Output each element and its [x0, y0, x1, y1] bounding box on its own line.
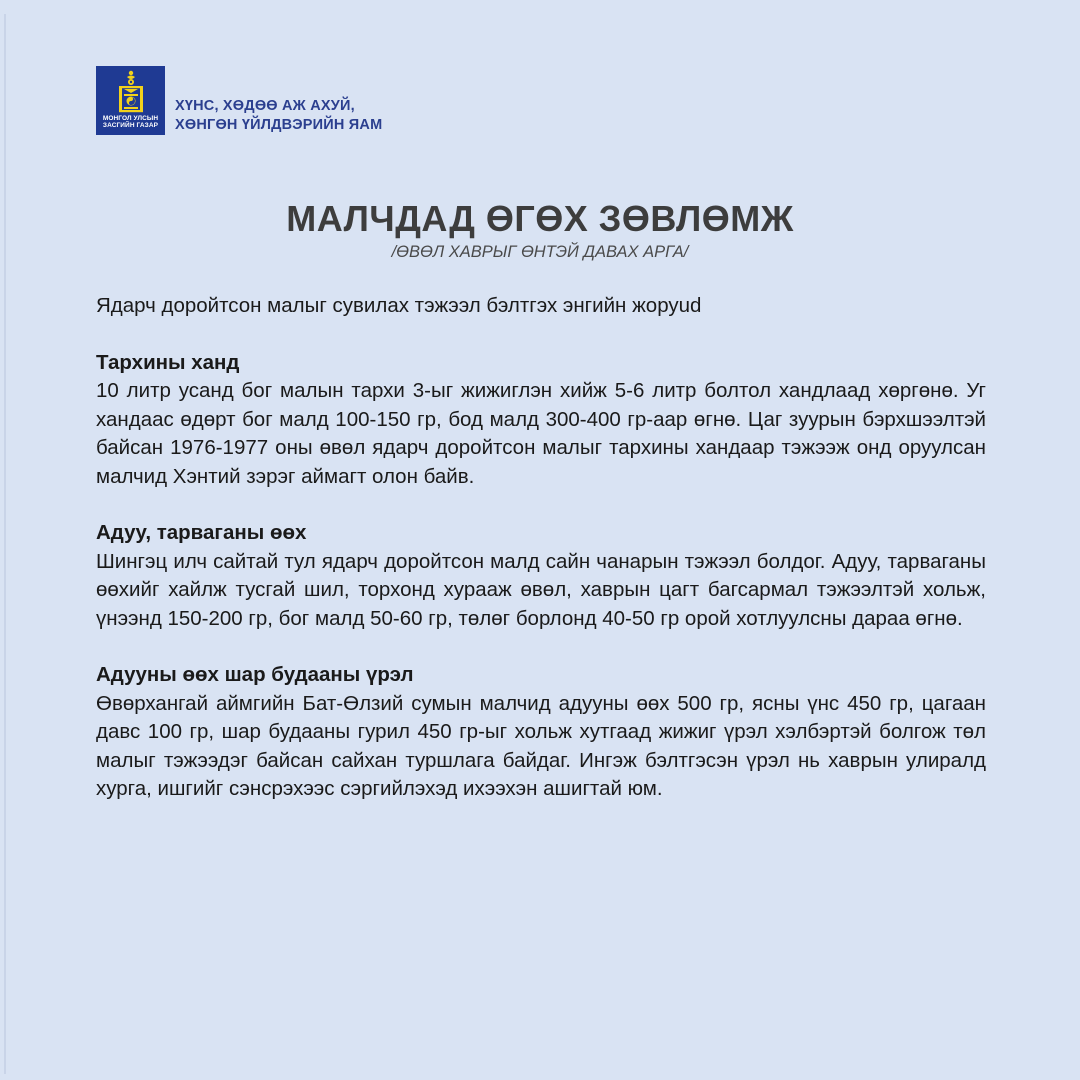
logo-caption — [103, 115, 158, 129]
section-heading: Адууны өөх шар будааны үрэл — [96, 663, 414, 686]
ministry-name-line2: ХӨНГӨН ҮЙЛДВЭРИЙН ЯАМ — [175, 117, 383, 133]
section-horse-marmot-fat — [96, 519, 986, 633]
section-brain-extract — [96, 349, 986, 492]
header — [96, 66, 382, 135]
page-title: МАЛЧДАД ӨГӨХ ЗӨВЛӨМЖ — [286, 198, 794, 239]
section-heading: Адуу, тарваганы өөх — [96, 521, 307, 544]
frame-line — [4, 14, 6, 1074]
content — [96, 292, 986, 832]
soyombo-emblem-icon — [116, 70, 146, 114]
section-fat-millet-pellet — [96, 661, 986, 804]
ministry-name-line1: ХҮНС, ХӨДӨӨ АЖ АХУЙ, — [175, 98, 355, 114]
ministry-name — [175, 97, 382, 135]
section-body: Шингэц илч сайтай тул ядарч доройтсон малд сайн чанарын тэжээл болдог. Адуу, тарваганы өөхийг хайлж тусгай шил, торхонд хурааж өвөл, хаврын цагт багсармал тэжээлтэй хольж, үнээнд 150-200 гр, бог малд 50-60 гр, төлөг борлонд 40-50 гр орой хотлуулсны дараа өгнө. — [96, 549, 986, 630]
page-subtitle: /ӨВӨЛ ХАВРЫГ ӨНТЭЙ ДАВАХ АРГА/ — [391, 243, 689, 261]
section-body: Өвөрхангай аймгийн Бат-Өлзий сумын малчид адууны өөх 500 гр, ясны үнс 450 гр, цагаан давс 100 гр, шар будааны гурил 450 гр-ыг хольж хутгаад жижиг үрэл хэлбэртэй болгож төл малыг тэжээдэг байсан сайхан туршлага байдаг. Ингэж бэлтгэсэн үрэл нь хаврын улиралд хурга, ишгийг сэнсрэхээс сэргийлэхэд ихээхэн ашигтай юм. — [96, 691, 986, 800]
logo-caption-line1: МОНГОЛ УЛСЫН — [102, 115, 159, 122]
government-logo — [96, 66, 165, 135]
logo-caption-line2: ЗАСГИЙН ГАЗАР — [102, 122, 159, 129]
section-body: 10 литр усанд бог малын тархи 3-ыг жижиглэн хийж 5-6 литр болтол хандлаад хөргөнө. Уг хандаас өдөрт бог малд 100-150 гр, бод малд 300-400 гр-аар өгнө. Цаг зуурын бэрхшээлтэй байсан 1976-1977 оны өвөл ядарч доройтсон малыг тархины хандаар тэжээж онд оруулсан малчид Хэнтий зэрэг аймагт олон байв. — [96, 379, 986, 488]
intro-text: Ядарч доройтсон малыг сувилах тэжээл бэлтгэх энгийн жоруud — [96, 294, 702, 317]
section-heading: Тархины ханд — [96, 350, 240, 374]
